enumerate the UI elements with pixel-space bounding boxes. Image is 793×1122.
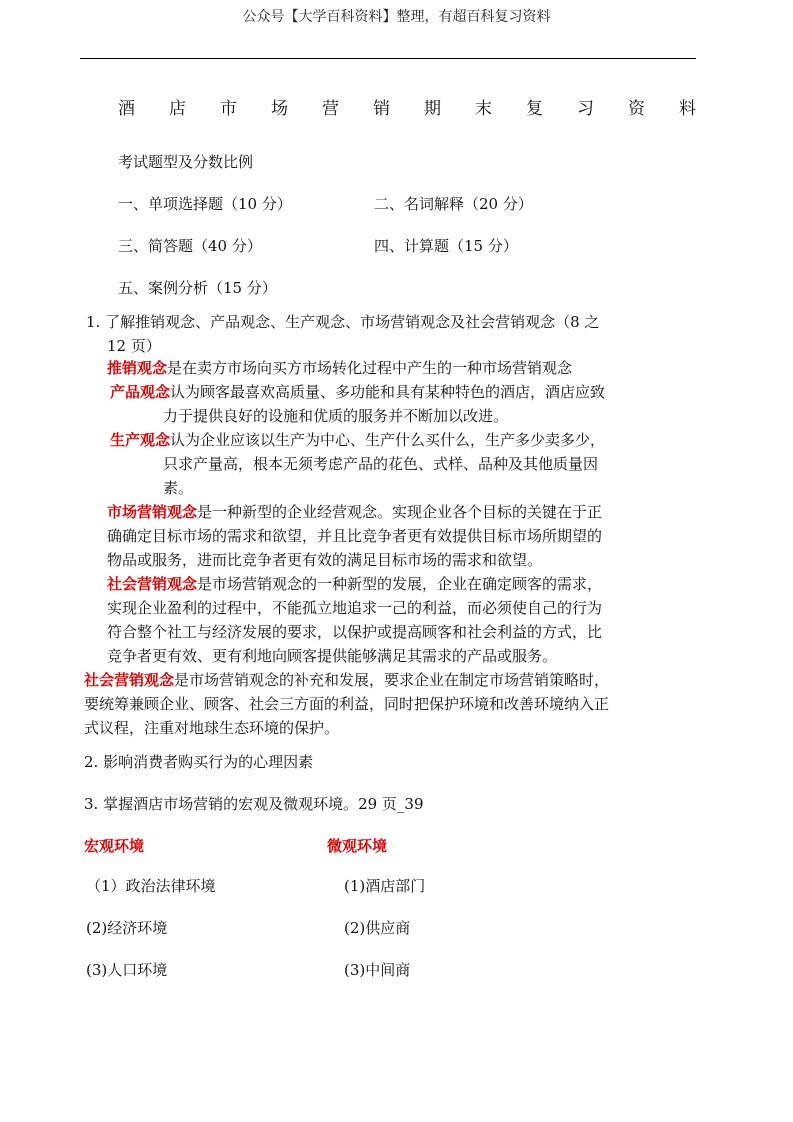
definition-text: 是在卖方市场向买方市场转化过程中产生的一种市场营销观念 bbox=[167, 359, 573, 377]
macro-heading: 宏观环境 bbox=[84, 837, 145, 855]
definition-shichang bbox=[107, 500, 602, 524]
definition-text: 竞争者更有效、更有利地向顾客提供能够满足其需求的产品或服务。 bbox=[107, 647, 558, 665]
definition-shengchan bbox=[110, 428, 605, 452]
definition-shehui bbox=[107, 572, 602, 596]
title-char: 期 bbox=[424, 99, 441, 119]
header-rule bbox=[80, 58, 696, 59]
item-1-line: 12 页） bbox=[107, 337, 161, 355]
title-char: 末 bbox=[475, 99, 492, 119]
title-char: 市 bbox=[220, 99, 237, 119]
definition-shehui-2 bbox=[84, 668, 609, 692]
exam-heading: 考试题型及分数比例 bbox=[118, 153, 254, 171]
title-char: 营 bbox=[322, 99, 339, 119]
exam-type-2: 二、名词解释（20 分） bbox=[374, 195, 533, 213]
macro-item: (3)人口环境 bbox=[86, 961, 168, 979]
page-header: 公众号【大学百科资料】整理，有超百科复习资料 bbox=[242, 9, 551, 25]
definition-text: 物品或服务，进而比竞争者更有效的满足目标市场的需求和欲望。 bbox=[107, 551, 543, 569]
definition-text: 式议程，注重对地球生态环境的保护。 bbox=[84, 719, 340, 737]
exam-type-4: 四、计算题（15 分） bbox=[374, 237, 518, 255]
macro-item: （1）政治法律环境 bbox=[86, 877, 216, 895]
micro-item: (1)酒店部门 bbox=[344, 877, 426, 895]
term-label: 产品观念 bbox=[110, 383, 171, 401]
micro-item: (2)供应商 bbox=[344, 919, 411, 937]
term-label: 推销观念 bbox=[107, 359, 168, 377]
title-char: 场 bbox=[271, 99, 288, 119]
definition-text: 是一种新型的企业经营观念。实现企业各个目标的关键在于正 bbox=[197, 503, 603, 521]
document-title bbox=[118, 94, 696, 119]
exam-type-3: 三、简答题（40 分） bbox=[118, 237, 262, 255]
item-3: 3. 掌握酒店市场营销的宏观及微观环境。29 页_39 bbox=[84, 795, 424, 813]
term-label: 生产观念 bbox=[110, 431, 171, 449]
definition-text: 认为企业应该以生产为中心、生产什么买什么，生产多少卖多少， bbox=[170, 431, 606, 449]
definition-text: 确确定目标市场的需求和欲望，并且比竞争者更有效提供目标市场所期望的 bbox=[107, 527, 603, 545]
definition-text: 符合整个社工与经济发展的要求，以保护或提高顾客和社会利益的方式，比 bbox=[107, 623, 603, 641]
title-char: 销 bbox=[373, 99, 390, 119]
definition-text: 是市场营销观念的补充和发展，要求企业在制定市场营销策略时， bbox=[174, 671, 610, 689]
definition-text: 是市场营销观念的一种新型的发展，企业在确定顾客的需求， bbox=[197, 575, 603, 593]
definition-tuixiao bbox=[107, 356, 572, 380]
macro-item: (2)经济环境 bbox=[86, 919, 168, 937]
title-char: 资 bbox=[628, 99, 645, 119]
definition-text: 实现企业盈利的过程中，不能孤立地追求一己的利益，而必须使自己的行为 bbox=[107, 599, 603, 617]
title-char: 店 bbox=[169, 99, 186, 119]
exam-type-5: 五、案例分析（15 分） bbox=[118, 279, 277, 297]
title-char: 料 bbox=[679, 99, 696, 119]
title-char: 习 bbox=[577, 99, 594, 119]
definition-text: 力于提供良好的设施和优质的服务并不断加以改进。 bbox=[163, 407, 509, 425]
item-1-line: 1. 了解推销观念、产品观念、生产观念、市场营销观念及社会营销观念（8 之 bbox=[86, 313, 600, 331]
title-char: 酒 bbox=[118, 99, 135, 119]
term-label: 市场营销观念 bbox=[107, 503, 198, 521]
title-char: 复 bbox=[526, 99, 543, 119]
term-label: 社会营销观念 bbox=[84, 671, 175, 689]
definition-text: 素。 bbox=[163, 479, 194, 497]
micro-item: (3)中间商 bbox=[344, 961, 411, 979]
definition-text: 认为顾客最喜欢高质量、多功能和具有某种特色的酒店，酒店应致 bbox=[170, 383, 606, 401]
definition-text: 只求产量高，根本无须考虑产品的花色、式样、品种及其他质量因 bbox=[163, 455, 599, 473]
definition-chanpin bbox=[110, 380, 605, 404]
exam-type-1: 一、单项选择题（10 分） bbox=[118, 195, 292, 213]
term-label: 社会营销观念 bbox=[107, 575, 198, 593]
definition-text: 要统筹兼顾企业、顾客、社会三方面的利益，同时把保护环境和改善环境纳入正 bbox=[84, 695, 610, 713]
micro-heading: 微观环境 bbox=[327, 837, 388, 855]
item-2: 2. 影响消费者购买行为的心理因素 bbox=[84, 753, 314, 771]
